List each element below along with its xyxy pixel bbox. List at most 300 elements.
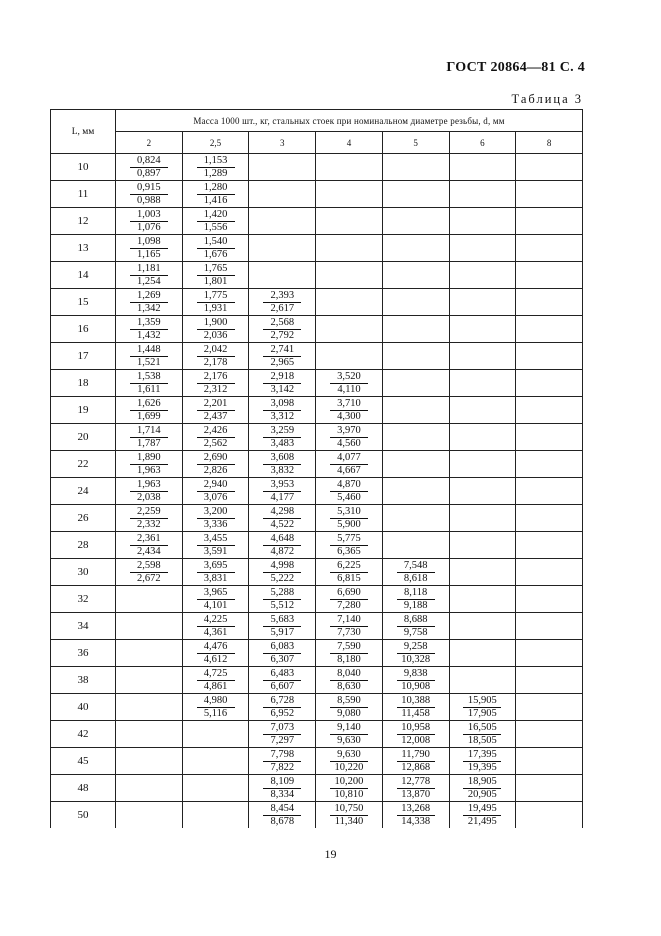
mass-value-upper: 5,775 xyxy=(330,533,368,546)
mass-cell xyxy=(116,802,183,829)
mass-fraction xyxy=(263,398,301,423)
mass-value-upper: 1,540 xyxy=(197,236,235,249)
mass-value-upper: 4,476 xyxy=(197,641,235,654)
mass-value-upper: 8,109 xyxy=(263,776,301,789)
length-cell: 26 xyxy=(51,505,116,532)
mass-value-lower: 10,810 xyxy=(334,788,364,800)
mass-value-upper: 7,140 xyxy=(330,614,368,627)
mass-cell xyxy=(382,586,449,613)
table-row xyxy=(51,316,583,343)
mass-cell xyxy=(116,181,183,208)
mass-value-lower: 1,165 xyxy=(137,248,161,260)
mass-cell xyxy=(449,397,516,424)
mass-value-lower: 2,312 xyxy=(203,383,228,395)
table-row xyxy=(51,775,583,802)
mass-value-upper: 8,688 xyxy=(397,614,435,627)
mass-value-upper: 3,970 xyxy=(330,425,368,438)
mass-value-lower: 6,307 xyxy=(270,653,295,665)
table-row xyxy=(51,694,583,721)
table-row xyxy=(51,181,583,208)
mass-value-lower: 2,434 xyxy=(137,545,161,557)
mass-cell xyxy=(516,316,583,343)
mass-value-lower: 12,868 xyxy=(401,761,431,773)
mass-cell xyxy=(382,181,449,208)
mass-fraction xyxy=(197,560,235,585)
mass-fraction xyxy=(130,290,168,315)
mass-value-lower: 1,416 xyxy=(203,194,228,206)
mass-fraction xyxy=(397,560,435,585)
mass-cell xyxy=(116,370,183,397)
mass-cell xyxy=(249,397,316,424)
mass-value-lower: 5,222 xyxy=(270,572,295,584)
mass-cell xyxy=(516,343,583,370)
mass-fraction xyxy=(263,614,301,639)
mass-cell xyxy=(116,775,183,802)
mass-value-upper: 9,258 xyxy=(397,641,435,654)
mass-cell xyxy=(249,343,316,370)
mass-cell xyxy=(516,613,583,640)
mass-cell xyxy=(449,451,516,478)
mass-value-upper: 13,268 xyxy=(397,803,435,816)
mass-fraction xyxy=(330,749,368,774)
mass-value-upper: 4,980 xyxy=(197,695,235,708)
mass-value-lower: 21,495 xyxy=(467,815,497,827)
mass-cell xyxy=(182,559,249,586)
mass-cell xyxy=(182,208,249,235)
length-cell: 12 xyxy=(51,208,116,235)
mass-cell xyxy=(182,154,249,181)
mass-fraction xyxy=(463,695,501,720)
mass-cell xyxy=(516,235,583,262)
mass-cell xyxy=(516,802,583,829)
mass-fraction xyxy=(197,371,235,396)
mass-fraction xyxy=(330,371,368,396)
mass-cell xyxy=(516,694,583,721)
table-row xyxy=(51,586,583,613)
mass-fraction xyxy=(263,506,301,531)
mass-value-lower: 10,220 xyxy=(334,761,364,773)
mass-value-lower: 5,900 xyxy=(337,518,361,530)
table-row xyxy=(51,397,583,424)
mass-value-lower: 0,897 xyxy=(137,167,161,179)
mass-fraction xyxy=(197,533,235,558)
mass-cell xyxy=(449,235,516,262)
mass-cell xyxy=(249,316,316,343)
mass-fraction xyxy=(197,695,235,720)
mass-fraction xyxy=(330,614,368,639)
mass-fraction xyxy=(263,695,301,720)
mass-fraction xyxy=(197,209,235,234)
mass-value-upper: 3,200 xyxy=(197,506,235,519)
mass-cell xyxy=(449,532,516,559)
mass-fraction xyxy=(463,776,501,801)
mass-cell xyxy=(382,316,449,343)
mass-cell xyxy=(116,478,183,505)
mass-value-upper: 12,778 xyxy=(397,776,435,789)
mass-value-lower: 9,630 xyxy=(337,734,361,746)
mass-cell xyxy=(382,154,449,181)
mass-fraction xyxy=(330,479,368,504)
mass-cell xyxy=(516,640,583,667)
mass-fraction xyxy=(263,317,301,342)
mass-cell xyxy=(516,208,583,235)
mass-cell xyxy=(116,235,183,262)
mass-value-lower: 14,338 xyxy=(401,815,431,827)
mass-value-upper: 1,448 xyxy=(130,344,168,357)
length-cell: 15 xyxy=(51,289,116,316)
mass-cell xyxy=(382,559,449,586)
mass-fraction xyxy=(130,560,168,585)
mass-cell xyxy=(116,262,183,289)
mass-cell xyxy=(182,370,249,397)
mass-cell xyxy=(182,613,249,640)
mass-value-upper: 2,393 xyxy=(263,290,301,303)
column-header-length: L, мм xyxy=(51,110,116,154)
mass-value-lower: 3,076 xyxy=(203,491,228,503)
mass-fraction xyxy=(263,425,301,450)
mass-cell xyxy=(116,640,183,667)
mass-cell xyxy=(182,532,249,559)
mass-value-upper: 19,495 xyxy=(463,803,501,816)
mass-cell xyxy=(516,181,583,208)
mass-fraction xyxy=(397,803,435,828)
mass-cell xyxy=(182,802,249,829)
mass-fraction xyxy=(263,371,301,396)
mass-fraction xyxy=(130,398,168,423)
mass-cell xyxy=(116,343,183,370)
mass-value-upper: 3,695 xyxy=(197,560,235,573)
mass-value-lower: 18,505 xyxy=(467,734,497,746)
mass-value-upper: 1,153 xyxy=(197,155,235,168)
length-cell: 32 xyxy=(51,586,116,613)
table-row xyxy=(51,424,583,451)
mass-cell xyxy=(182,748,249,775)
mass-cell xyxy=(316,343,383,370)
mass-value-lower: 20,905 xyxy=(467,788,497,800)
mass-cell xyxy=(116,532,183,559)
mass-fraction xyxy=(197,263,235,288)
mass-fraction xyxy=(397,776,435,801)
length-cell: 10 xyxy=(51,154,116,181)
mass-cell xyxy=(249,802,316,829)
mass-fraction xyxy=(263,641,301,666)
mass-value-upper: 10,388 xyxy=(397,695,435,708)
mass-fraction xyxy=(263,560,301,585)
mass-table xyxy=(50,109,583,828)
mass-value-upper: 6,083 xyxy=(263,641,301,654)
mass-fraction xyxy=(263,533,301,558)
mass-fraction xyxy=(130,425,168,450)
mass-value-upper: 3,710 xyxy=(330,398,368,411)
table-row xyxy=(51,289,583,316)
mass-fraction xyxy=(397,722,435,747)
mass-cell xyxy=(516,532,583,559)
mass-value-lower: 4,667 xyxy=(337,464,361,476)
mass-value-lower: 2,178 xyxy=(203,356,228,368)
mass-cell xyxy=(449,559,516,586)
mass-cell xyxy=(182,694,249,721)
mass-cell xyxy=(249,586,316,613)
mass-fraction xyxy=(130,533,168,558)
mass-value-lower: 1,342 xyxy=(137,302,161,314)
mass-cell xyxy=(382,532,449,559)
mass-value-upper: 1,538 xyxy=(130,371,168,384)
mass-value-lower: 4,560 xyxy=(337,437,361,449)
length-cell: 42 xyxy=(51,721,116,748)
mass-cell xyxy=(249,640,316,667)
mass-value-upper: 4,077 xyxy=(330,452,368,465)
mass-fraction xyxy=(330,695,368,720)
mass-fraction xyxy=(197,506,235,531)
mass-value-upper: 1,626 xyxy=(130,398,168,411)
mass-value-lower: 4,522 xyxy=(270,518,295,530)
mass-value-upper: 17,395 xyxy=(463,749,501,762)
table-row xyxy=(51,262,583,289)
mass-value-lower: 7,297 xyxy=(270,734,295,746)
mass-value-lower: 8,678 xyxy=(270,815,295,827)
mass-value-lower: 8,630 xyxy=(337,680,361,692)
mass-cell xyxy=(316,397,383,424)
length-cell: 34 xyxy=(51,613,116,640)
mass-value-lower: 3,142 xyxy=(270,383,295,395)
mass-value-upper: 2,598 xyxy=(130,560,168,573)
mass-cell xyxy=(116,748,183,775)
length-cell: 36 xyxy=(51,640,116,667)
mass-cell xyxy=(316,613,383,640)
mass-cell xyxy=(116,424,183,451)
mass-value-upper: 9,630 xyxy=(330,749,368,762)
mass-cell xyxy=(316,559,383,586)
mass-cell xyxy=(116,559,183,586)
mass-value-lower: 1,676 xyxy=(203,248,228,260)
mass-value-lower: 4,300 xyxy=(337,410,361,422)
mass-cell xyxy=(316,775,383,802)
mass-value-lower: 5,116 xyxy=(203,707,228,719)
mass-cell xyxy=(516,586,583,613)
mass-value-upper: 1,900 xyxy=(197,317,235,330)
table-row xyxy=(51,235,583,262)
mass-value-upper: 5,683 xyxy=(263,614,301,627)
mass-cell xyxy=(249,289,316,316)
mass-cell xyxy=(382,208,449,235)
mass-cell xyxy=(182,181,249,208)
mass-value-lower: 6,365 xyxy=(337,545,361,557)
mass-fraction xyxy=(130,182,168,207)
mass-fraction xyxy=(197,668,235,693)
mass-cell xyxy=(382,451,449,478)
diameter-header-cell: 8 xyxy=(516,132,583,154)
mass-value-lower: 6,952 xyxy=(270,707,295,719)
diameter-header-cell: 6 xyxy=(449,132,516,154)
table-row xyxy=(51,640,583,667)
mass-cell xyxy=(182,316,249,343)
mass-value-upper: 1,890 xyxy=(130,452,168,465)
mass-value-upper: 3,608 xyxy=(263,452,301,465)
mass-fraction xyxy=(330,641,368,666)
mass-cell xyxy=(449,802,516,829)
mass-fraction xyxy=(330,506,368,531)
mass-value-lower: 1,556 xyxy=(203,221,228,233)
length-cell: 11 xyxy=(51,181,116,208)
length-cell: 13 xyxy=(51,235,116,262)
mass-fraction xyxy=(330,398,368,423)
mass-value-lower: 19,395 xyxy=(467,761,497,773)
mass-fraction xyxy=(130,236,168,261)
mass-fraction xyxy=(197,425,235,450)
mass-cell xyxy=(249,262,316,289)
table-row xyxy=(51,343,583,370)
mass-cell xyxy=(449,694,516,721)
mass-cell xyxy=(116,505,183,532)
mass-fraction xyxy=(197,344,235,369)
mass-value-lower: 7,730 xyxy=(337,626,361,638)
mass-value-upper: 1,420 xyxy=(197,209,235,222)
mass-fraction xyxy=(197,290,235,315)
mass-cell xyxy=(249,154,316,181)
mass-value-lower: 10,328 xyxy=(401,653,431,665)
diameter-header-row xyxy=(51,132,583,154)
length-cell: 50 xyxy=(51,802,116,829)
mass-fraction xyxy=(130,506,168,531)
mass-cell xyxy=(316,451,383,478)
mass-cell xyxy=(316,694,383,721)
mass-value-upper: 4,648 xyxy=(263,533,301,546)
mass-value-upper: 2,259 xyxy=(130,506,168,519)
mass-cell xyxy=(249,775,316,802)
mass-value-lower: 13,870 xyxy=(401,788,431,800)
mass-cell xyxy=(449,640,516,667)
mass-cell xyxy=(249,667,316,694)
mass-cell xyxy=(382,748,449,775)
mass-value-lower: 11,458 xyxy=(401,707,430,719)
mass-cell xyxy=(182,478,249,505)
mass-cell xyxy=(116,667,183,694)
column-header-mass: Масса 1000 шт., кг, стальных стоек при номинальном диаметре резьбы, d, мм xyxy=(116,110,583,132)
mass-value-lower: 4,612 xyxy=(203,653,228,665)
mass-cell xyxy=(182,235,249,262)
mass-cell xyxy=(449,775,516,802)
mass-value-lower: 1,289 xyxy=(203,167,228,179)
mass-cell xyxy=(382,289,449,316)
mass-value-lower: 3,591 xyxy=(203,545,228,557)
mass-fraction xyxy=(397,641,435,666)
mass-cell xyxy=(382,370,449,397)
length-cell: 16 xyxy=(51,316,116,343)
mass-cell xyxy=(316,505,383,532)
mass-fraction xyxy=(197,587,235,612)
mass-fraction xyxy=(397,749,435,774)
mass-fraction xyxy=(197,452,235,477)
mass-fraction xyxy=(330,668,368,693)
mass-cell xyxy=(116,154,183,181)
mass-cell xyxy=(182,640,249,667)
table-row xyxy=(51,559,583,586)
mass-value-upper: 2,918 xyxy=(263,371,301,384)
mass-cell xyxy=(316,316,383,343)
mass-value-lower: 4,101 xyxy=(203,599,228,611)
mass-cell xyxy=(182,586,249,613)
length-cell: 19 xyxy=(51,397,116,424)
mass-fraction xyxy=(263,290,301,315)
mass-value-upper: 2,568 xyxy=(263,317,301,330)
length-cell: 38 xyxy=(51,667,116,694)
length-cell: 17 xyxy=(51,343,116,370)
mass-cell xyxy=(382,640,449,667)
mass-value-lower: 6,607 xyxy=(270,680,295,692)
mass-cell xyxy=(249,721,316,748)
mass-value-upper: 15,905 xyxy=(463,695,501,708)
mass-value-lower: 12,008 xyxy=(401,734,431,746)
table-row xyxy=(51,370,583,397)
mass-cell xyxy=(249,451,316,478)
table-row xyxy=(51,613,583,640)
mass-fraction xyxy=(263,803,301,828)
mass-fraction xyxy=(263,722,301,747)
mass-value-lower: 0,988 xyxy=(137,194,161,206)
mass-value-upper: 9,140 xyxy=(330,722,368,735)
mass-cell xyxy=(316,478,383,505)
mass-cell xyxy=(449,154,516,181)
mass-cell xyxy=(382,721,449,748)
mass-cell xyxy=(516,505,583,532)
mass-fraction xyxy=(197,182,235,207)
mass-value-upper: 3,455 xyxy=(197,533,235,546)
mass-value-lower: 1,432 xyxy=(137,329,161,341)
mass-value-lower: 2,036 xyxy=(203,329,228,341)
mass-value-lower: 5,917 xyxy=(270,626,295,638)
mass-value-lower: 2,617 xyxy=(270,302,295,314)
mass-fraction xyxy=(463,803,501,828)
mass-cell xyxy=(316,235,383,262)
mass-cell xyxy=(382,694,449,721)
mass-cell xyxy=(382,262,449,289)
mass-value-lower: 7,822 xyxy=(270,761,295,773)
mass-value-lower: 10,908 xyxy=(401,680,431,692)
mass-value-lower: 1,931 xyxy=(203,302,228,314)
mass-value-upper: 8,454 xyxy=(263,803,301,816)
mass-cell xyxy=(182,262,249,289)
mass-cell xyxy=(382,343,449,370)
mass-cell xyxy=(249,235,316,262)
mass-fraction xyxy=(130,317,168,342)
mass-cell xyxy=(316,721,383,748)
diameter-header-cell: 5 xyxy=(382,132,449,154)
mass-cell xyxy=(316,208,383,235)
mass-cell xyxy=(116,397,183,424)
mass-value-upper: 4,998 xyxy=(263,560,301,573)
mass-value-upper: 1,280 xyxy=(197,182,235,195)
table-row xyxy=(51,667,583,694)
table-row xyxy=(51,208,583,235)
mass-value-upper: 9,838 xyxy=(397,668,435,681)
mass-value-lower: 2,792 xyxy=(270,329,295,341)
mass-fraction xyxy=(330,560,368,585)
mass-value-upper: 8,118 xyxy=(397,587,435,600)
mass-fraction xyxy=(130,344,168,369)
document-header: ГОСТ 20864—81 С. 4 xyxy=(446,60,585,75)
mass-value-upper: 3,953 xyxy=(263,479,301,492)
mass-value-upper: 2,426 xyxy=(197,425,235,438)
mass-value-upper: 6,225 xyxy=(330,560,368,573)
mass-value-lower: 2,672 xyxy=(137,572,161,584)
mass-cell xyxy=(449,721,516,748)
mass-cell xyxy=(316,667,383,694)
mass-cell xyxy=(249,181,316,208)
mass-value-lower: 1,076 xyxy=(137,221,161,233)
mass-value-lower: 2,332 xyxy=(137,518,161,530)
diameter-header-cell: 2,5 xyxy=(182,132,249,154)
diameter-header-cell: 2 xyxy=(116,132,183,154)
